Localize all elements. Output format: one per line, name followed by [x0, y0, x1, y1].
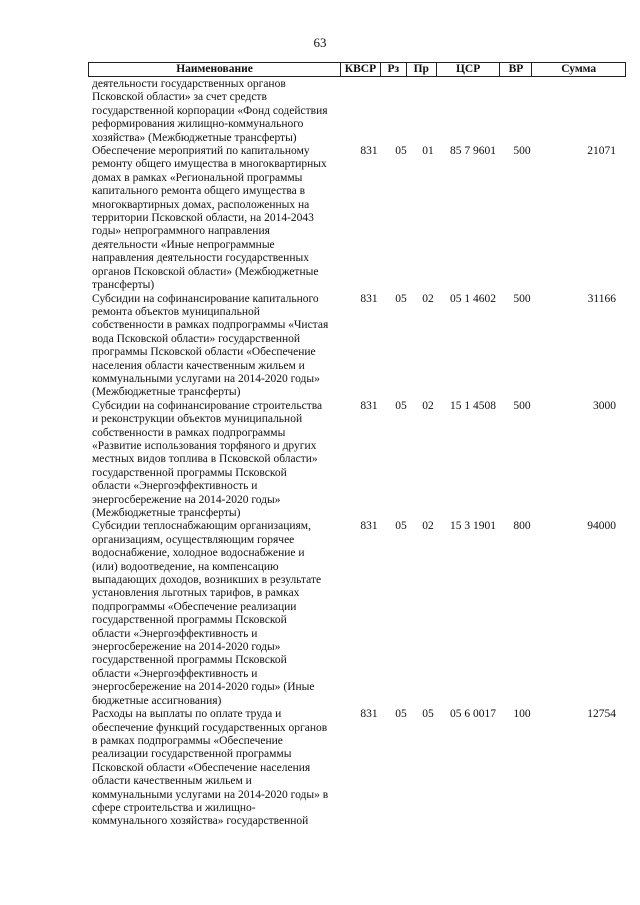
header-sum: Сумма — [531, 63, 625, 76]
table-row — [92, 708, 626, 829]
table-row — [92, 520, 626, 708]
row-csr: 15 1 4508 — [450, 399, 496, 412]
header-kvsr: КВСР — [340, 63, 380, 76]
header-rz: Рз — [380, 63, 406, 76]
table-row — [92, 400, 626, 521]
row-vr: 800 — [513, 520, 531, 533]
row-csr: 05 1 4602 — [450, 292, 496, 305]
row-vr: 500 — [513, 399, 531, 412]
row-rz: 05 — [395, 145, 407, 158]
table-row — [92, 78, 626, 145]
row-sum: 94000 — [587, 520, 616, 533]
row-pr: 02 — [422, 292, 434, 305]
row-name: Субсидии на софинансирование капитального ремонта объектов муниципальной собственности в рамках подпрограммы «Чистая вода Псковской области» государственной программы Псковской области «Обеспечение населения области качественным жильем и коммунальными услугами на 2014-2020 годы» (Межбюджетные трансферты) — [92, 292, 329, 399]
row-kvsr: 831 — [360, 520, 378, 533]
row-kvsr: 831 — [360, 399, 378, 412]
table-row — [92, 145, 626, 292]
row-name: Субсидии на софинансирование строительства и реконструкции объектов муниципальной собственности в рамках подпрограммы «Развитие использования торфяного и других местных видов топлива в Псковской области» государственной программы Псковской области «Энергоэффективность и энергосбережение на 2014-2020 годы» (Межбюджетные трансферты) — [92, 399, 323, 519]
row-kvsr: 831 — [360, 708, 378, 721]
header-vr: ВР — [499, 63, 531, 76]
row-sum: 21071 — [587, 145, 616, 158]
row-vr: 500 — [513, 145, 531, 158]
row-vr: 500 — [513, 292, 531, 305]
row-csr: 15 3 1901 — [450, 520, 496, 533]
header-csr: ЦСР — [436, 63, 500, 76]
row-pr: 05 — [422, 708, 434, 721]
row-name: Субсидии теплоснабжающим организациям, организациям, осуществляющим горячее водоснабжение, холодное водоснабжение и (или) водоотведение, на компенсацию выпадающих доходов, возникших в результате установления льготных тарифов, в рамках подпрограммы «Обеспечение реализации государственной программы Псковской области «Энергоэффективность и энергосбережение на 2014-2020 годы» государственной программы Псковской области «Энергоэффективность и энергосбережение на 2014-2020 годы» (Иные бюджетные ассигнования) — [92, 520, 322, 707]
row-kvsr: 831 — [360, 292, 378, 305]
table-body — [92, 78, 626, 829]
row-rz: 05 — [395, 399, 407, 412]
row-kvsr: 831 — [360, 145, 378, 158]
row-name: Обеспечение мероприятий по капитальному ремонту общего имущества в многоквартирных домах в рамках «Региональной программы капитального ремонта общего имущества в многоквартирных домах, расположенных на территории Псковской области, на 2014-2043 годы» непрограммного направления деятельности «Иные непрограммные направления деятельности государственных органов Псковской области» (Межбюджетные трансферты) — [92, 145, 327, 292]
row-name: деятельности государственных органов Псковской области» за счет средств государственной корпорации «Фонд содействия реформирования жилищно-коммунального хозяйства» (Межбюджетные трансферты) — [92, 78, 328, 144]
row-name: Расходы на выплаты по оплате труда и обеспечение функций государственных органов в рамках подпрограммы «Обеспечение реализации государственной программы Псковской области «Обеспечение населения области качественным жильем и коммунальными услугами на 2014-2020 годы» в сфере строительства и жилищно- коммунального хозяйства» государственной — [92, 708, 329, 828]
header-pr: Пр — [406, 63, 436, 76]
header-name: Наименование — [176, 63, 253, 75]
row-sum: 12754 — [587, 708, 616, 721]
row-pr: 01 — [422, 145, 434, 158]
row-sum: 31166 — [587, 292, 616, 305]
row-sum: 3000 — [593, 399, 616, 412]
row-pr: 02 — [422, 399, 434, 412]
row-rz: 05 — [395, 520, 407, 533]
row-vr: 100 — [513, 708, 531, 721]
table-header — [88, 62, 626, 77]
row-pr: 02 — [422, 520, 434, 533]
row-rz: 05 — [395, 708, 407, 721]
row-csr: 85 7 9601 — [450, 145, 496, 158]
row-csr: 05 6 0017 — [450, 708, 496, 721]
page-number: 63 — [313, 35, 327, 50]
row-rz: 05 — [395, 292, 407, 305]
table-row — [92, 293, 626, 400]
